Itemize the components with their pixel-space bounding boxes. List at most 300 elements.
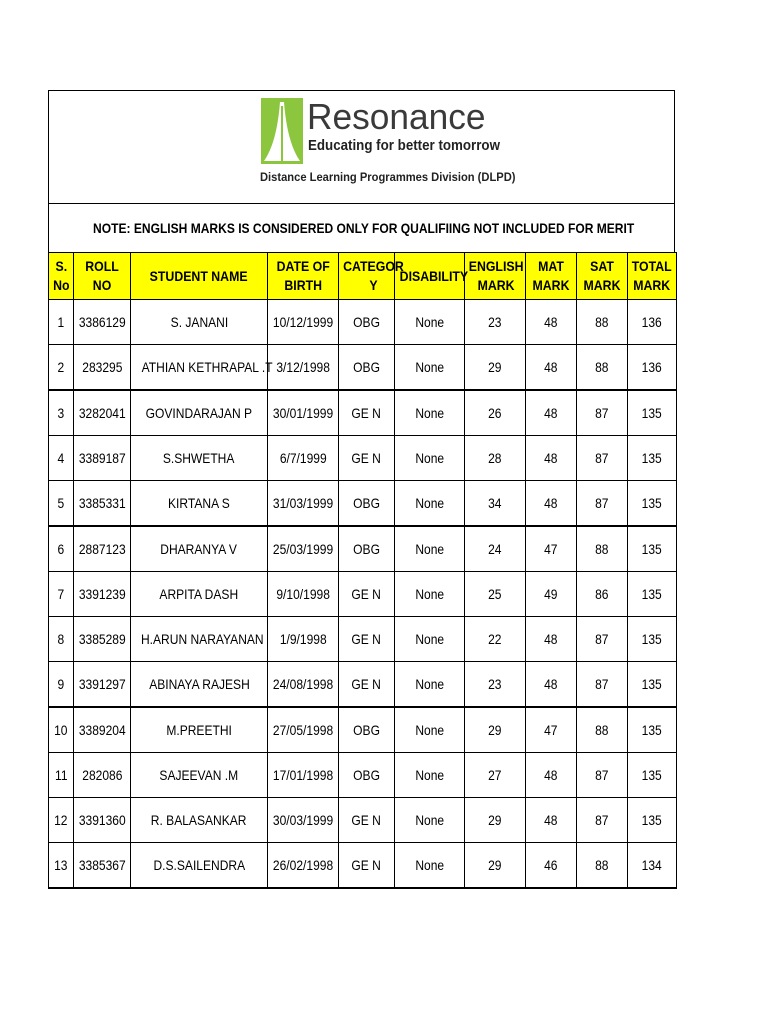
table-cell-value: 88 xyxy=(595,722,609,738)
table-cell-value: OBG xyxy=(353,541,380,557)
table-cell xyxy=(49,572,74,617)
table-cell xyxy=(74,798,131,843)
table-cell xyxy=(74,390,131,436)
table-cell-value: 136 xyxy=(641,359,663,375)
table-cell-value: 24/08/1998 xyxy=(272,676,334,692)
column-header xyxy=(339,253,404,300)
table-cell xyxy=(526,753,577,798)
table-cell-value: 87 xyxy=(595,631,609,647)
table-cell xyxy=(339,300,395,345)
table-cell xyxy=(131,481,268,527)
table-row xyxy=(49,481,677,527)
table-cell-value: KIRTANA S xyxy=(168,495,230,511)
table-cell-value: 136 xyxy=(641,314,663,330)
table-cell-value: 134 xyxy=(641,857,663,873)
table-cell-value: 3391239 xyxy=(78,586,126,602)
table-cell-value: 3385367 xyxy=(78,857,126,873)
table-cell-value: 25 xyxy=(488,586,502,602)
table-cell-value: 87 xyxy=(595,767,609,783)
table-cell-value: 283295 xyxy=(81,359,123,375)
table-cell xyxy=(465,481,526,527)
table-cell-value: None xyxy=(415,359,444,375)
table-cell-value: 3 xyxy=(57,405,65,421)
table-cell-value: 28 xyxy=(488,450,502,466)
table-cell xyxy=(577,572,628,617)
table-cell xyxy=(268,843,339,889)
table-cell-value: DHARANYA V xyxy=(160,541,238,557)
table-cell-value: 48 xyxy=(544,631,558,647)
table-cell xyxy=(74,707,131,753)
column-header-line: DATE OF xyxy=(276,258,330,274)
table-cell xyxy=(339,436,395,481)
table-row xyxy=(49,572,677,617)
table-cell-value: 87 xyxy=(595,495,609,511)
column-header-line: CATEGOR xyxy=(343,258,404,274)
table-row xyxy=(49,707,677,753)
table-cell xyxy=(526,843,577,889)
table-cell-value: SAJEEVAN .M xyxy=(159,767,239,783)
table-cell xyxy=(74,481,131,527)
table-cell xyxy=(339,572,395,617)
column-header xyxy=(74,253,131,300)
table-cell-value: 135 xyxy=(641,541,663,557)
table-cell-value: 7 xyxy=(57,586,65,602)
table-cell xyxy=(339,390,395,436)
table-cell xyxy=(49,707,74,753)
table-cell-value: 47 xyxy=(544,541,558,557)
table-cell xyxy=(339,707,395,753)
table-cell-value: 1 xyxy=(57,314,65,330)
table-cell-value: 88 xyxy=(595,359,609,375)
table-cell-value: None xyxy=(415,676,444,692)
table-cell-value: 48 xyxy=(544,495,558,511)
table-cell xyxy=(339,753,395,798)
table-cell-value: 87 xyxy=(595,676,609,692)
table-cell xyxy=(268,390,339,436)
table-cell xyxy=(268,481,339,527)
table-cell xyxy=(268,526,339,572)
table-cell-value: 22 xyxy=(488,631,502,647)
table-cell xyxy=(268,753,339,798)
table-cell-value: 48 xyxy=(544,812,558,828)
table-cell-value: GE N xyxy=(351,857,382,873)
table-cell-value: None xyxy=(415,405,444,421)
table-row xyxy=(49,798,677,843)
table-cell xyxy=(339,798,395,843)
table-cell xyxy=(526,436,577,481)
table-cell-value: D.S.SAILENDRA xyxy=(153,857,245,873)
table-row xyxy=(49,753,677,798)
table-row xyxy=(49,345,677,391)
table-cell-value: 26/02/1998 xyxy=(272,857,334,873)
column-header xyxy=(628,253,677,300)
table-cell-value: 9/10/1998 xyxy=(276,586,330,602)
table-cell xyxy=(49,345,74,391)
table-cell xyxy=(526,345,577,391)
table-cell xyxy=(49,753,74,798)
table-cell-value: 29 xyxy=(488,359,502,375)
table-cell-value: None xyxy=(415,812,444,828)
table-header-row xyxy=(49,253,677,300)
table-row xyxy=(49,662,677,708)
table-cell-value: 135 xyxy=(641,767,663,783)
table-cell-value: OBG xyxy=(353,722,380,738)
table-cell xyxy=(49,300,74,345)
table-cell-value: 2 xyxy=(57,359,65,375)
result-sheet xyxy=(48,90,676,890)
table-cell-value: 49 xyxy=(544,586,558,602)
column-header xyxy=(131,253,268,300)
column-header-label xyxy=(584,257,621,295)
table-cell-value: 46 xyxy=(544,857,558,873)
table-cell xyxy=(395,662,465,708)
table-cell xyxy=(74,662,131,708)
logo-tagline: Educating for better tomorrow xyxy=(308,138,500,154)
table-cell-value: 87 xyxy=(595,450,609,466)
table-cell-value: 29 xyxy=(488,857,502,873)
table-cell xyxy=(131,707,268,753)
table-cell xyxy=(395,707,465,753)
table-cell-value: 3385289 xyxy=(78,631,126,647)
table-cell xyxy=(339,526,395,572)
table-cell xyxy=(74,345,131,391)
column-header-label xyxy=(276,257,329,295)
table-cell xyxy=(395,390,465,436)
table-cell-value: None xyxy=(415,495,444,511)
table-row xyxy=(49,300,677,345)
table-cell-value: 88 xyxy=(595,314,609,330)
table-cell-value: 23 xyxy=(488,314,502,330)
table-cell-value: OBG xyxy=(353,495,380,511)
table-cell xyxy=(268,617,339,662)
table-cell xyxy=(465,572,526,617)
table-cell-value: OBG xyxy=(353,359,380,375)
table-cell xyxy=(268,572,339,617)
table-cell xyxy=(74,753,131,798)
table-cell-value: 87 xyxy=(595,405,609,421)
table-cell xyxy=(577,526,628,572)
column-header xyxy=(49,253,74,300)
table-cell-value: None xyxy=(415,767,444,783)
table-cell-value: 5 xyxy=(57,495,65,511)
table-cell-value: 12 xyxy=(54,812,68,828)
resonance-logo-icon xyxy=(261,98,303,164)
table-cell xyxy=(49,662,74,708)
table-cell xyxy=(526,481,577,527)
table-cell xyxy=(465,617,526,662)
table-cell xyxy=(339,662,395,708)
table-cell xyxy=(49,798,74,843)
table-cell xyxy=(268,798,339,843)
merit-note-text: NOTE: ENGLISH MARKS IS CONSIDERED ONLY FOR QUALIFIING NOT INCLUDED FOR MERIT xyxy=(93,220,635,236)
table-cell xyxy=(465,662,526,708)
table-cell xyxy=(526,390,577,436)
table-cell xyxy=(339,345,395,391)
column-header-line: ENGLISH xyxy=(468,258,524,274)
table-cell xyxy=(49,526,74,572)
table-cell-value: GE N xyxy=(351,676,382,692)
table-cell-value: ARPITA DASH xyxy=(159,586,239,602)
table-body xyxy=(49,300,677,889)
table-cell-value: 3391297 xyxy=(78,676,126,692)
table-cell-value: 135 xyxy=(641,586,663,602)
table-cell xyxy=(395,753,465,798)
table-cell-value: 26 xyxy=(488,405,502,421)
table-cell xyxy=(131,345,273,391)
table-cell xyxy=(74,617,131,662)
column-header-label xyxy=(632,257,672,295)
table-cell-value: OBG xyxy=(353,767,380,783)
table-cell xyxy=(268,345,339,391)
column-header-line: TOTAL xyxy=(632,258,672,274)
logo-header xyxy=(48,90,675,204)
column-header-line: MARK xyxy=(583,277,621,293)
column-header-label xyxy=(469,257,524,295)
table-row xyxy=(49,436,677,481)
table-cell xyxy=(628,390,677,436)
table-cell xyxy=(465,798,526,843)
column-header xyxy=(577,253,628,300)
table-cell xyxy=(339,617,395,662)
table-cell-value: 24 xyxy=(488,541,502,557)
table-cell xyxy=(268,707,339,753)
results-table xyxy=(48,252,677,889)
table-cell-value: S. JANANI xyxy=(170,314,228,330)
column-header-label xyxy=(85,257,119,295)
table-cell-value: 135 xyxy=(641,631,663,647)
table-cell xyxy=(577,707,628,753)
table-cell xyxy=(577,753,628,798)
table-cell xyxy=(131,390,268,436)
table-cell-value: 8 xyxy=(57,631,65,647)
column-header-line: ROLL xyxy=(85,258,119,274)
table-cell xyxy=(577,436,628,481)
column-header-line: SAT xyxy=(590,258,614,274)
table-cell-value: 135 xyxy=(641,722,663,738)
table-cell-value: 135 xyxy=(641,450,663,466)
table-cell-value: 3386129 xyxy=(78,314,126,330)
table-cell xyxy=(526,798,577,843)
table-cell xyxy=(465,300,526,345)
table-cell xyxy=(339,843,395,889)
table-cell-value: None xyxy=(415,314,444,330)
table-cell-value: GE N xyxy=(351,631,382,647)
table-cell-value: None xyxy=(415,857,444,873)
table-cell xyxy=(628,481,677,527)
table-cell xyxy=(628,617,677,662)
table-row xyxy=(49,526,677,572)
table-cell-value: None xyxy=(415,722,444,738)
table-cell xyxy=(577,843,628,889)
column-header-label xyxy=(150,267,248,286)
table-cell-value: ABINAYA RAJESH xyxy=(148,676,250,692)
table-cell xyxy=(577,481,628,527)
table-cell xyxy=(49,436,74,481)
table-cell xyxy=(268,662,339,708)
column-header-line: NO xyxy=(92,277,112,293)
table-cell-value: 30/01/1999 xyxy=(272,405,334,421)
table-cell-value: 3/12/1998 xyxy=(276,359,330,375)
table-cell xyxy=(628,843,677,889)
table-cell xyxy=(49,617,74,662)
table-cell-value: 1/9/1998 xyxy=(279,631,327,647)
table-cell xyxy=(395,843,465,889)
table-cell xyxy=(628,662,677,708)
table-cell-value: 9 xyxy=(57,676,65,692)
table-cell-value: 135 xyxy=(641,676,663,692)
table-cell-value: 11 xyxy=(54,767,68,783)
table-cell xyxy=(526,572,577,617)
column-header-line: MARK xyxy=(532,277,570,293)
table-cell xyxy=(49,390,74,436)
table-cell-value: M.PREETHI xyxy=(166,722,232,738)
table-cell-value: 3391360 xyxy=(78,812,126,828)
column-header-label xyxy=(343,257,404,295)
table-cell xyxy=(526,526,577,572)
table-cell xyxy=(628,572,677,617)
table-cell xyxy=(628,526,677,572)
column-header-line: Y xyxy=(369,277,378,293)
table-cell-value: 25/03/1999 xyxy=(272,541,334,557)
table-cell xyxy=(395,526,465,572)
table-cell xyxy=(465,753,526,798)
table-cell xyxy=(395,617,465,662)
table-cell-value: GE N xyxy=(351,812,382,828)
table-cell xyxy=(465,345,526,391)
table-cell-value: GOVINDARAJAN P xyxy=(145,405,253,421)
table-cell-value: 29 xyxy=(488,722,502,738)
table-cell xyxy=(526,662,577,708)
table-cell-value: 31/03/1999 xyxy=(272,495,334,511)
table-cell xyxy=(131,572,268,617)
table-cell-value: 34 xyxy=(488,495,502,511)
column-header-line: S. xyxy=(55,258,67,274)
table-cell-value: 3389187 xyxy=(78,450,126,466)
table-cell xyxy=(395,345,465,391)
table-cell xyxy=(577,798,628,843)
table-cell xyxy=(268,300,339,345)
table-cell-value: GE N xyxy=(351,405,382,421)
column-header-label xyxy=(533,257,570,295)
table-cell xyxy=(131,662,268,708)
table-cell-value: 48 xyxy=(544,314,558,330)
table-cell-value: 10/12/1999 xyxy=(272,314,334,330)
column-header-label xyxy=(400,267,468,286)
table-cell-value: ATHIAN KETHRAPAL .T xyxy=(141,359,273,375)
table-cell xyxy=(577,300,628,345)
table-cell xyxy=(74,572,131,617)
table-cell-value: 3389204 xyxy=(78,722,126,738)
table-cell-value: 48 xyxy=(544,767,558,783)
table-cell-value: 13 xyxy=(54,857,68,873)
table-cell xyxy=(628,436,677,481)
table-cell xyxy=(577,390,628,436)
table-cell xyxy=(395,572,465,617)
table-cell xyxy=(131,753,268,798)
table-cell xyxy=(628,300,677,345)
table-cell xyxy=(628,707,677,753)
column-header xyxy=(395,253,469,300)
table-cell xyxy=(395,300,465,345)
table-row xyxy=(49,390,677,436)
table-row xyxy=(49,617,677,662)
table-cell xyxy=(465,436,526,481)
table-row xyxy=(49,843,677,889)
table-cell xyxy=(74,436,131,481)
table-cell xyxy=(395,798,465,843)
logo-name: Resonance xyxy=(307,96,486,137)
table-cell-value: 17/01/1998 xyxy=(272,767,334,783)
table-cell-value: 30/03/1999 xyxy=(272,812,334,828)
column-header-line: MARK xyxy=(633,277,671,293)
table-cell xyxy=(628,345,677,391)
table-cell-value: None xyxy=(415,586,444,602)
table-cell xyxy=(465,390,526,436)
table-cell xyxy=(49,481,74,527)
table-cell-value: 88 xyxy=(595,857,609,873)
table-cell-value: None xyxy=(415,450,444,466)
table-cell xyxy=(465,526,526,572)
column-header xyxy=(268,253,339,300)
table-cell-value: 282086 xyxy=(81,767,123,783)
table-cell-value: R. BALASANKAR xyxy=(151,812,247,828)
column-header-line: BIRTH xyxy=(284,277,322,293)
table-cell-value: 10 xyxy=(54,722,68,738)
table-cell xyxy=(628,798,677,843)
table-cell-value: GE N xyxy=(351,586,382,602)
table-cell-value: 48 xyxy=(544,676,558,692)
table-cell xyxy=(74,843,131,889)
column-header xyxy=(526,253,577,300)
table-cell xyxy=(465,843,526,889)
division-name: Distance Learning Programmes Division (DLPD) xyxy=(260,170,516,184)
table-cell-value: GE N xyxy=(351,450,382,466)
column-header-line: MARK xyxy=(477,277,515,293)
table-cell-value: S.SHWETHA xyxy=(163,450,235,466)
table-cell-value: 48 xyxy=(544,450,558,466)
table-cell xyxy=(131,526,268,572)
table-cell xyxy=(628,753,677,798)
table-cell-value: 86 xyxy=(595,586,609,602)
table-cell-value: 27 xyxy=(488,767,502,783)
table-cell-value: 87 xyxy=(595,812,609,828)
table-cell-value: 29 xyxy=(488,812,502,828)
column-header-line: DISABILITY xyxy=(399,267,469,284)
column-header-line: No xyxy=(52,277,70,293)
table-cell-value: 6/7/1999 xyxy=(279,450,327,466)
table-cell-value: 2887123 xyxy=(78,541,126,557)
table-cell-value: 47 xyxy=(544,722,558,738)
table-cell xyxy=(131,300,268,345)
table-cell xyxy=(131,798,268,843)
column-header xyxy=(465,253,526,300)
column-header-line: MAT xyxy=(538,258,564,274)
table-cell-value: 6 xyxy=(57,541,65,557)
table-cell-value: 48 xyxy=(544,405,558,421)
table-cell xyxy=(49,843,74,889)
table-cell-value: 3385331 xyxy=(78,495,126,511)
table-cell xyxy=(577,662,628,708)
table-cell xyxy=(526,617,577,662)
table-cell-value: OBG xyxy=(353,314,380,330)
table-cell xyxy=(465,707,526,753)
table-cell xyxy=(74,526,131,572)
table-cell xyxy=(577,617,628,662)
table-cell xyxy=(526,300,577,345)
table-cell-value: None xyxy=(415,631,444,647)
table-cell xyxy=(395,481,465,527)
table-cell-value: None xyxy=(415,541,444,557)
